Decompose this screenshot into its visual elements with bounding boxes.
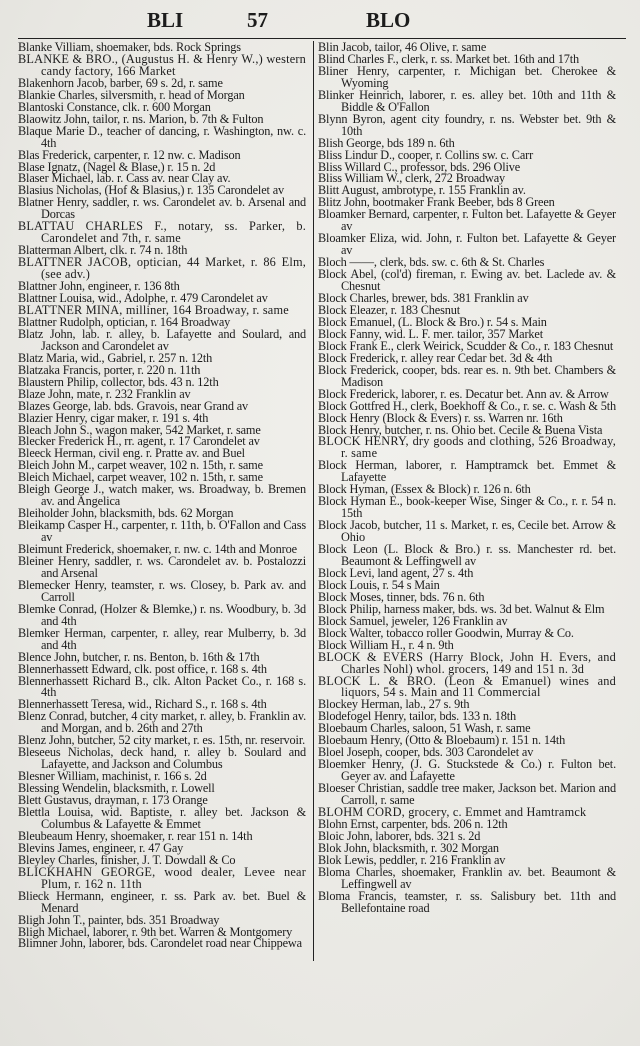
- directory-entry: BLATTAU CHARLES F., notary, ss. Parker, b. Carondelet and 7th, r. same: [18, 219, 306, 246]
- directory-entry: Bloic John, laborer, bds. 321 s. 2d: [318, 828, 481, 843]
- directory-entry: Blaque Marie D., teacher of dancing, r. Washington, nw. c. 4th: [18, 123, 306, 150]
- directory-entry: Block Abel, (col'd) fireman, r. Ewing av. bet. Laclede av. & Chesnut: [318, 267, 616, 294]
- directory-entry: Blemke Conrad, (Holzer & Blemke,) r. ns. Woodbury, b. 3d and 4th: [18, 601, 306, 628]
- directory-entry: Block Eleazer, r. 183 Chesnut: [318, 302, 460, 317]
- directory-entry: Bloma Charles, shoemaker, Franklin av. bet. Beaumont & Leffingwell av: [318, 864, 616, 891]
- directory-entry: Block Jacob, butcher, 11 s. Market, r. es, Cecile bet. Arrow & Ohio: [318, 518, 616, 545]
- directory-entry: Blattner John, engineer, r. 136 8th: [18, 279, 180, 294]
- directory-entry: BLANKE & BRO., (Augustus H. & Henry W.,) western candy factory, 166 Market: [18, 51, 306, 78]
- directory-entry: Block Moses, tinner, bds. 76 n. 6th: [318, 589, 485, 604]
- directory-entry: Block Emanuel, (L. Block & Bro.) r. 54 s. Main: [318, 314, 547, 329]
- directory-entry: Blakenhorn Jacob, barber, 69 s. 2d, r. same: [18, 75, 223, 90]
- directory-entry: BLICKHAHN GEORGE, wood dealer, Levee near Plum, r. 162 n. 11th: [18, 864, 306, 891]
- directory-entry: Blessing Wendelin, blacksmith, r. Lowell: [18, 781, 215, 796]
- directory-entry: Block Samuel, jeweler, 126 Franklin av: [318, 613, 508, 628]
- directory-entry: BLOCK L. & BRO. (Leon & Emanuel) wines and liquors, 54 s. Main and 11 Commercial: [318, 673, 616, 700]
- directory-entry: BLOCK & EVERS (Harry Block, John H. Evers, and Charles Nohl) whol. grocers, 149 and 151 n. 3d: [318, 649, 616, 676]
- directory-entry: Bliss William W., clerk, 272 Broadway: [318, 171, 506, 186]
- directory-entry: Bleiholder John, blacksmith, bds. 62 Morgan: [18, 506, 234, 521]
- directory-entry: Blankie Charles, silversmith, r. head of Morgan: [18, 87, 245, 102]
- directory-entry: BLOCK HENRY, dry goods and clothing, 526 Broadway, r. same: [318, 434, 616, 461]
- directory-entry: Blennerhassett Edward, clk. post office, r. 168 s. 4th: [18, 661, 267, 676]
- directory-entry: Block Fanny, wid. L. F. mer. tailor, 357 Market: [318, 326, 543, 341]
- directory-entry: Blatterman Albert, clk. r. 74 n. 18th: [18, 243, 188, 258]
- right-column: [318, 42, 616, 915]
- directory-entry: BLOHM CORD, grocery, c. Emmet and Hamtramck: [318, 805, 587, 819]
- directory-entry: Blett Gustavus, drayman, r. 173 Orange: [18, 793, 208, 808]
- directory-entry: Blenz Conrad, butcher, 4 city market, r. alley, b. Franklin av. and Morgan, and b. 26th and 27th: [18, 709, 306, 736]
- directory-entry: Block Hyman E., book-keeper Wise, Singer & Co., r. r. 54 n. 15th: [318, 494, 616, 521]
- directory-entry: Blattner Rudolph, optician, r. 164 Broadway: [18, 314, 231, 329]
- directory-entry: Block Frederick, cooper, bds. rear es. n. 9th bet. Chambers & Madison: [318, 362, 616, 389]
- directory-entry: Bligh Michael, laborer, r. 9th bet. Warren & Montgomery: [18, 924, 293, 939]
- directory-entry: Blitt August, ambrotype, r. 155 Franklin av.: [318, 183, 526, 198]
- directory-entry: Blockey Herman, lab., 27 s. 9th: [318, 697, 470, 712]
- directory-entry: Bliss Lindur D., cooper, r. Collins sw. c. Carr: [318, 147, 534, 162]
- directory-entry: Block Louis, r. 54 s Main: [318, 577, 440, 592]
- directory-entry: Bleseeus Nicholas, deck hand, r. alley b. Soulard and Lafayette, and Jackson and Columbus: [18, 745, 306, 772]
- directory-entry: Blodefogel Henry, tailor, bds. 133 n. 18th: [318, 709, 517, 724]
- left-guide-word: BLI: [147, 8, 184, 32]
- directory-entry: Blasius Nicholas, (Hof & Blasius,) r. 135 Carondelet av: [18, 183, 284, 198]
- directory-entry: BLATTNER JACOB, optician, 44 Market, r. 86 Elm, (see adv.): [18, 255, 306, 282]
- directory-entry: Bloch ——, clerk, bds. sw. c. 6th & St. Charles: [318, 255, 545, 270]
- directory-entry: Block Henry (Block & Evers) r. ss. Warren nr. 16th: [318, 410, 563, 425]
- directory-entry: Bloel Joseph, cooper, bds. 303 Carondelet av: [318, 745, 534, 760]
- directory-entry: Bleich Michael, carpet weaver, 102 n. 15th, r. same: [18, 470, 263, 485]
- directory-entry: Blynn Byron, agent city foundry, r. ns. Webster bet. 9th & 10th: [318, 111, 616, 138]
- directory-entry: Bloamker Bernard, carpenter, r. Fulton bet. Lafayette & Geyer av: [318, 207, 616, 234]
- left-column: [18, 42, 306, 950]
- directory-entry: Bleigh George J., watch maker, ws. Broadway, b. Bremen av. and Angelica: [18, 482, 306, 509]
- directory-entry: Block Frank E., clerk Weirick, Scudder & Co., r. 183 Chesnut: [318, 338, 614, 353]
- directory-entry: Blase Ignatz, (Nagel & Blase,) r. 15 n. 2d: [18, 159, 216, 174]
- directory-entry: Blantoski Constance, clk. r. 600 Morgan: [18, 99, 211, 114]
- directory-entry: Blemecker Henry, teamster, r. ws. Closey, b. Park av. and Carroll: [18, 577, 306, 604]
- directory-entry: Blish George, bds 189 n. 6th: [318, 135, 455, 150]
- directory-entry: Blok John, blacksmith, r. 302 Morgan: [318, 840, 499, 855]
- directory-entry: Bligh John T., painter, bds. 351 Broadway: [18, 912, 220, 927]
- directory-entry: Blanke Villiam, shoemaker, bds. Rock Springs: [18, 40, 241, 54]
- directory-entry: Blevins James, engineer, r. 47 Gay: [18, 840, 184, 855]
- directory-entry: Block Leon (L. Block & Bro.) r. ss. Manchester rd. bet. Beaumont & Leffingwell av: [318, 542, 616, 568]
- directory-entry: Bleimunt Frederick, shoemaker, r. nw. c. 14th and Monroe: [18, 542, 297, 557]
- directory-entry: Blatner Henry, saddler, r. ws. Carondelet av. b. Arsenal and Dorcas: [18, 195, 306, 222]
- directory-entry: Blimner John, laborer, bds. Carondelet road near Chippewa: [18, 936, 302, 951]
- directory-entry: Blok Lewis, peddler, r. 216 Franklin av: [318, 852, 506, 867]
- directory-entry: Blenz John, butcher, 52 city market, r. es. 15th, nr. reservoir.: [18, 733, 306, 748]
- directory-entry: Block Walter, tobacco roller Goodwin, Murray & Co.: [318, 625, 574, 640]
- directory-entry: Blaowitz John, tailor, r. ns. Marion, b. 7th & Fulton: [18, 111, 264, 126]
- directory-entry: Bloemker Henry, (J. G. Stuckstede & Co.) r. Fulton bet. Geyer av. and Lafayette: [318, 757, 616, 784]
- directory-entry: Blitz John, bootmaker Frank Beeber, bds 8 Green: [318, 195, 555, 210]
- column-divider: [313, 41, 314, 961]
- directory-entry: Blin Jacob, tailor, 46 Olive, r. same: [318, 40, 487, 54]
- directory-entry: Block Hyman, (Essex & Block) r. 126 n. 6th: [318, 482, 531, 497]
- directory-entry: Blennerhassett Teresa, wid., Richard S., r. 168 s. 4th: [18, 697, 267, 712]
- directory-entry: Bleikamp Casper H., carpenter, r. 11th, b. O'Fallon and Cass av: [18, 518, 306, 545]
- directory-entry: Blaze John, mate, r. 232 Franklin av: [18, 386, 191, 401]
- right-guide-word: BLO: [366, 8, 411, 32]
- directory-entry: Block Charles, brewer, bds. 381 Franklin av: [318, 291, 529, 306]
- directory-entry: Blatz John, lab. r. alley, b. Lafayette and Soulard, and Jackson and Carondelet av: [18, 326, 306, 353]
- directory-entry: Blatzaka Francis, porter, r. 220 n. 11th: [18, 362, 201, 377]
- directory-entry: Blind Charles F., clerk, r. ss. Market bet. 16th and 17th: [318, 51, 579, 66]
- directory-entry: Blas Frederick, carpenter, r. 12 nw. c. Madison: [18, 147, 241, 162]
- directory-entry: Blaser Michael, lab. r. Cass av. near Clay av.: [18, 171, 231, 186]
- directory-entry: Block Gottfred H., clerk, Boekhoff & Co., r. se. c. Wash & 5th: [318, 398, 616, 413]
- directory-entry: Blennerhassett Richard B., clk. Alton Packet Co., r. 168 s. 4th: [18, 673, 306, 700]
- directory-entry: Blinker Heinrich, laborer, r. es. alley bet. 10th and 11th & Biddle & O'Fallon: [318, 87, 616, 114]
- directory-entry: Block William H., r. 4 n. 9th: [318, 637, 454, 652]
- directory-entry: Block Herman, laborer, r. Hamptramck bet. Emmet & Lafayette: [318, 458, 616, 485]
- page-number: 57: [247, 8, 268, 32]
- directory-entry: Block Henry, butcher, r. ns. Ohio bet. Cecile & Buena Vista: [318, 422, 603, 437]
- directory-entry: Bleyley Charles, finisher, J. T. Dowdall & Co: [18, 852, 236, 867]
- directory-entry: Block Frederick, r. alley rear Cedar bet. 3d & 4th: [318, 350, 553, 365]
- directory-entry: Blatz Maria, wid., Gabriel, r. 257 n. 12th: [18, 350, 213, 365]
- directory-entry: Bliner Henry, carpenter, r. Michigan bet. Cherokee & Wyoming: [318, 63, 616, 90]
- directory-entry: Blazier Henry, cigar maker, r. 191 s. 4th: [18, 410, 209, 425]
- directory-entry: Bliss Willard C., professor, bds. 296 Olive: [318, 159, 521, 174]
- directory-entry: BLATTNER MINA, milliner, 164 Broadway, r. same: [18, 302, 289, 317]
- directory-entry: Bleach John S., wagon maker, 542 Market, r. same: [18, 422, 261, 437]
- directory-entry: Bleubeaum Henry, shoemaker, r. rear 151 n. 14th: [18, 828, 253, 843]
- directory-entry: Bleeck Herman, civil eng. r. Pratte av. and Buel: [18, 446, 245, 461]
- directory-entry: Bleich John M., carpet weaver, 102 n. 15th, r. same: [18, 458, 263, 473]
- header-rule: [18, 38, 626, 39]
- directory-entry: Block Levi, land agent, 27 s. 4th: [318, 565, 474, 580]
- directory-entry: Bloma Francis, teamster, r. ss. Salisbury bet. 11th and Bellefontaine road: [318, 888, 616, 915]
- directory-entry: Block Philip, harness maker, bds. ws. 3d bet. Walnut & Elm: [318, 601, 605, 616]
- directory-entry: Blattner Louisa, wid., Adolphe, r. 479 Carondelet av: [18, 291, 268, 306]
- directory-entry: Bloeser Christian, saddle tree maker, Jackson bet. Marion and Carroll, r. same: [318, 781, 616, 808]
- directory-entry: Blohn Ernst, carpenter, bds. 206 n. 12th: [318, 816, 508, 831]
- directory-entry: Blesner William, machinist, r. 166 s. 2d: [18, 769, 207, 784]
- directory-entry: Blecker Frederick H., rr. agent, r. 17 Carondelet av: [18, 434, 260, 449]
- directory-entry: Blaustern Philip, collector, bds. 43 n. 12th: [18, 374, 219, 389]
- directory-entry: Blemker Herman, carpenter, r. alley, rear Mulberry, b. 3d and 4th: [18, 625, 306, 652]
- directory-entry: Bloebaum Henry, (Otto & Bloebaum) r. 151 n. 14th: [318, 733, 566, 748]
- page-header: [0, 2, 640, 36]
- directory-entry: Block Frederick, laborer, r. es. Decatur bet. Ann av. & Arrow: [318, 386, 609, 401]
- directory-entry: Bleiner Henry, saddler, r. ws. Carondelet av. b. Postalozzi and Arsenal: [18, 553, 306, 580]
- directory-entry: Blazes George, lab. bds. Gravois, near Grand av: [18, 398, 249, 413]
- directory-entry: Bloamker Eliza, wid. John, r. Fulton bet. Lafayette & Geyer av: [318, 231, 616, 258]
- directory-entry: Blence John, butcher, r. ns. Benton, b. 16th & 17th: [18, 649, 260, 664]
- directory-entry: Blettla Louisa, wid. Baptiste, r. alley bet. Jackson & Columbus & Lafayette & Emmet: [18, 805, 306, 831]
- directory-entry: Blieck Hermann, engineer, r. ss. Park av. bet. Buel & Menard: [18, 888, 306, 915]
- directory-entry: Bloebaum Charles, saloon, 51 Wash, r. same: [318, 721, 531, 736]
